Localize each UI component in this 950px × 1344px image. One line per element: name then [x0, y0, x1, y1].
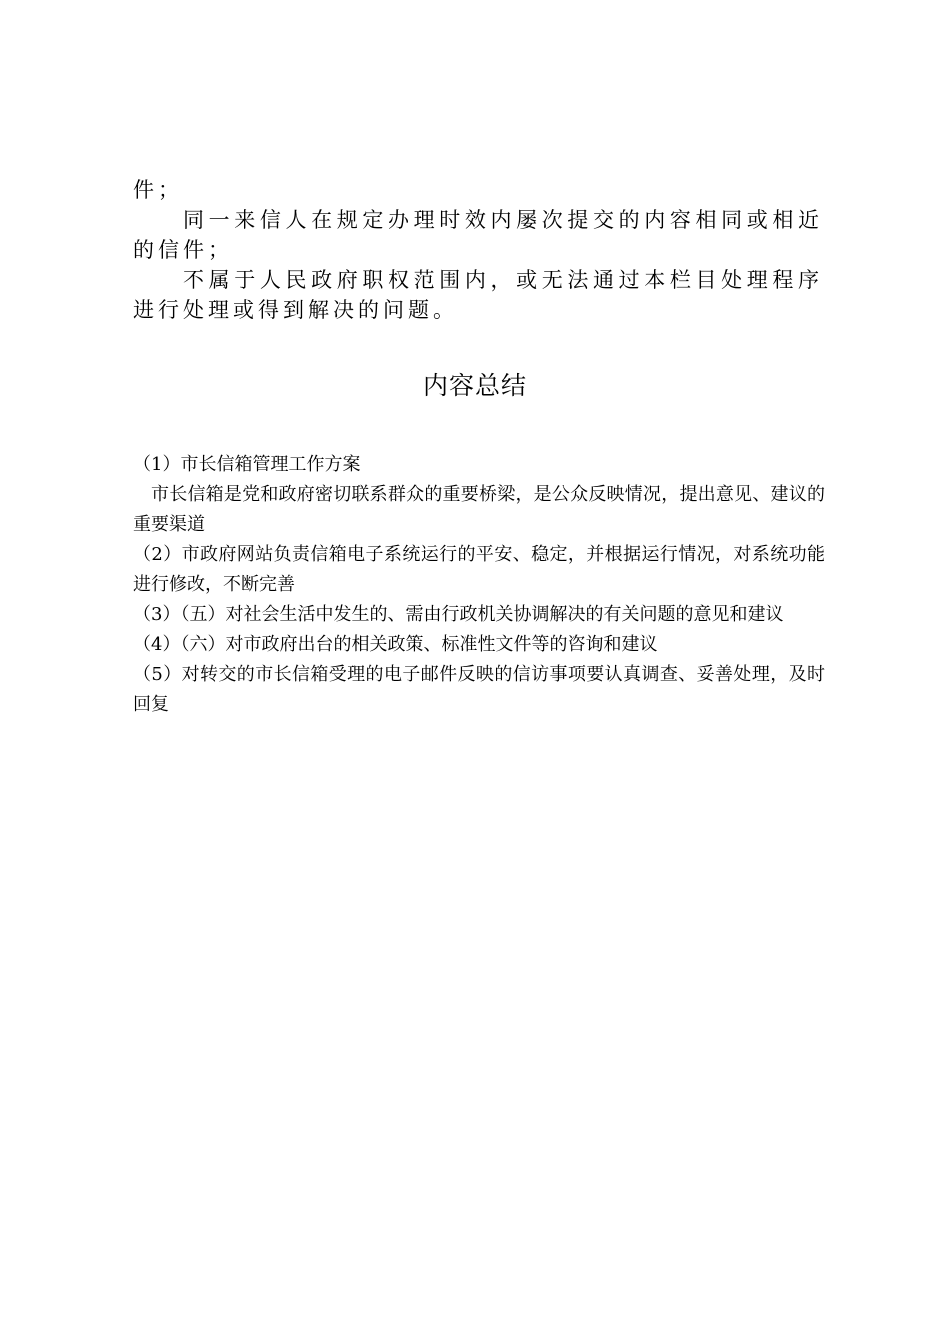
paragraph-fragment: 件； [133, 178, 183, 202]
summary-title: 内容总结 [422, 371, 527, 400]
summary-item: （5）对转交的市长信箱受理的电子邮件反映的信访事项要认真调查、妥善处理，及时回复 [133, 664, 825, 715]
summary-list [133, 450, 825, 720]
body-text [133, 175, 823, 325]
summary-item: （1）市长信箱管理工作方案 [133, 454, 361, 475]
summary-item: （3）（五）对社会生活中发生的、需由行政机关协调解决的有关问题的意见和建议 [133, 604, 784, 625]
paragraph-outside-authority: 不属于人民政府职权范围内，或无法通过本栏目处理程序进行处理或得到解决的问题。 [133, 268, 823, 322]
paragraph-repeat-submission: 同一来信人在规定办理时效内屡次提交的内容相同或相近的信件； [133, 208, 823, 262]
summary-item: 市长信箱是党和政府密切联系群众的重要桥梁，是公众反映情况，提出意见、建议的重要渠道 [133, 484, 825, 535]
summary-item: （2）市政府网站负责信箱电子系统运行的平安、稳定，并根据运行情况，对系统功能进行修改，不断完善 [133, 544, 825, 595]
summary-item: （4）（六）对市政府出台的相关政策、标准性文件等的咨询和建议 [133, 634, 658, 655]
